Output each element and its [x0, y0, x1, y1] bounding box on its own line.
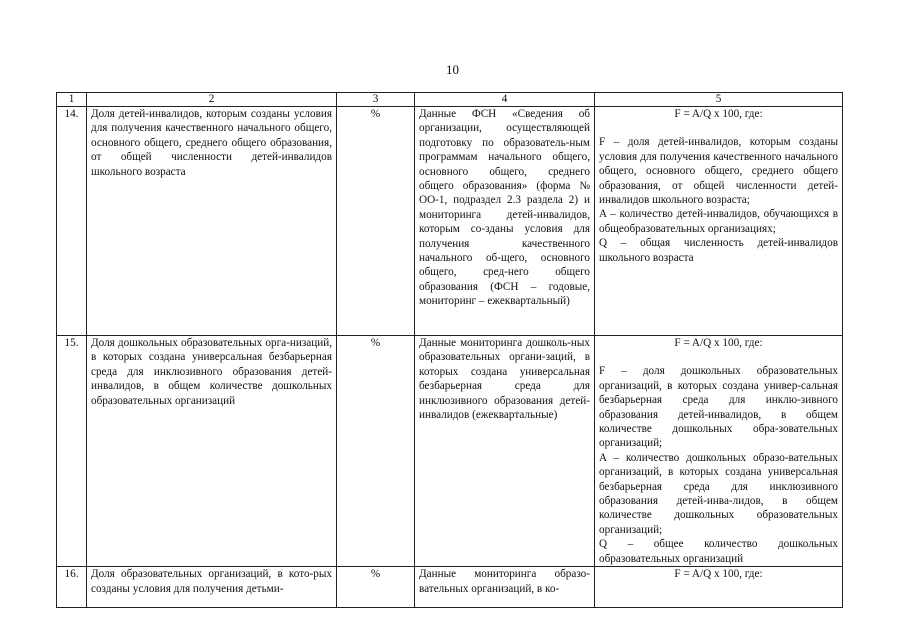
- formula-definition: Q – общее количество дошкольных образовательных организаций: [599, 538, 838, 565]
- column-header: 5: [595, 93, 843, 107]
- indicator-name: Доля образовательных организаций, в кото-рых созданы условия для получения детьми-: [87, 567, 337, 608]
- column-header: 1: [57, 93, 87, 107]
- formula-cell: [595, 107, 843, 336]
- formula-definitions: [599, 135, 838, 265]
- indicator-name: Доля дошкольных образовательных орга-низаций, в которых создана универсальная безбарьерная среда для инклюзивного образования детей-инвалидов, в общем количестве дошкольных образовательных организаций: [87, 336, 337, 567]
- column-header: 2: [87, 93, 337, 107]
- table-row: [57, 336, 843, 567]
- data-source: Данные мониторинга образо-вательных организаций, в ко-: [415, 567, 595, 608]
- row-number: 14.: [57, 107, 87, 336]
- row-number: 16.: [57, 567, 87, 608]
- table-row: [57, 107, 843, 336]
- indicator-table: [56, 92, 843, 608]
- formula-definition: F – доля детей-инвалидов, которым созданы условия для получения качественного начального общего, основного общего, среднего общего образования, от общей численности детей-инвалидов школьного возраста;: [599, 136, 838, 207]
- unit-cell: %: [337, 107, 415, 336]
- formula-definitions: [599, 364, 838, 566]
- formula-title: F = A/Q x 100, где:: [674, 568, 763, 581]
- formula-cell: [595, 336, 843, 567]
- data-source: Данные ФСН «Сведения об организации, осуществляющей подготовку по образователь-ным программам начального общего, основного общего, среднего общего образования» (форма № ОО-1, подраздел 2.3 раздела 2) и мониторинга детей-инвалидов, которым со-зданы условия для получения качественного начального об-щего, основного общего, сред-него общего образования (ФСН – годовые, мониторинг – ежеквартальный): [415, 107, 595, 336]
- table-row: [57, 567, 843, 608]
- formula-definition: F – доля дошкольных образовательных организаций, в которых создана универ-сальная безбарьерная среда для инклю-зивного образования детей-инвалидов, в общем количестве дошкольных обра-зовательных организаций;: [599, 365, 838, 450]
- formula-title: F = A/Q x 100, где:: [674, 108, 763, 120]
- row-number: 15.: [57, 336, 87, 567]
- formula-definition: Q – общая численность детей-инвалидов школьного возраста: [599, 237, 838, 264]
- unit-cell: %: [337, 567, 415, 608]
- unit-cell: %: [337, 336, 415, 567]
- table-header-row: [57, 93, 843, 107]
- indicator-name: Доля детей-инвалидов, которым созданы условия для получения качественного начального общего, основного общего, среднего общего образования, от общей численности детей-инвалидов школьного возраста: [87, 107, 337, 336]
- data-source: Данные мониторинга дошколь-ных образовательных органи-заций, в которых создана универсальная безбарьерная среда для инклюзивного образования детей-инвалидов (ежеквартальные): [415, 336, 595, 567]
- formula-definition: A – количество детей-инвалидов, обучающихся в общеобразовательных организациях;: [599, 208, 838, 235]
- formula-definition: A – количество дошкольных образо-вательных организаций, в которых создана универсальная безбарьерная среда для инклюзивного образования детей-инва-лидов, в общем количестве дошкольных образовательных организаций;: [599, 451, 838, 536]
- formula-title: F = A/Q x 100, где:: [674, 337, 763, 349]
- formula-cell: [595, 567, 843, 608]
- column-header: 4: [415, 93, 595, 107]
- column-header: 3: [337, 93, 415, 107]
- page-number: 10: [446, 62, 459, 77]
